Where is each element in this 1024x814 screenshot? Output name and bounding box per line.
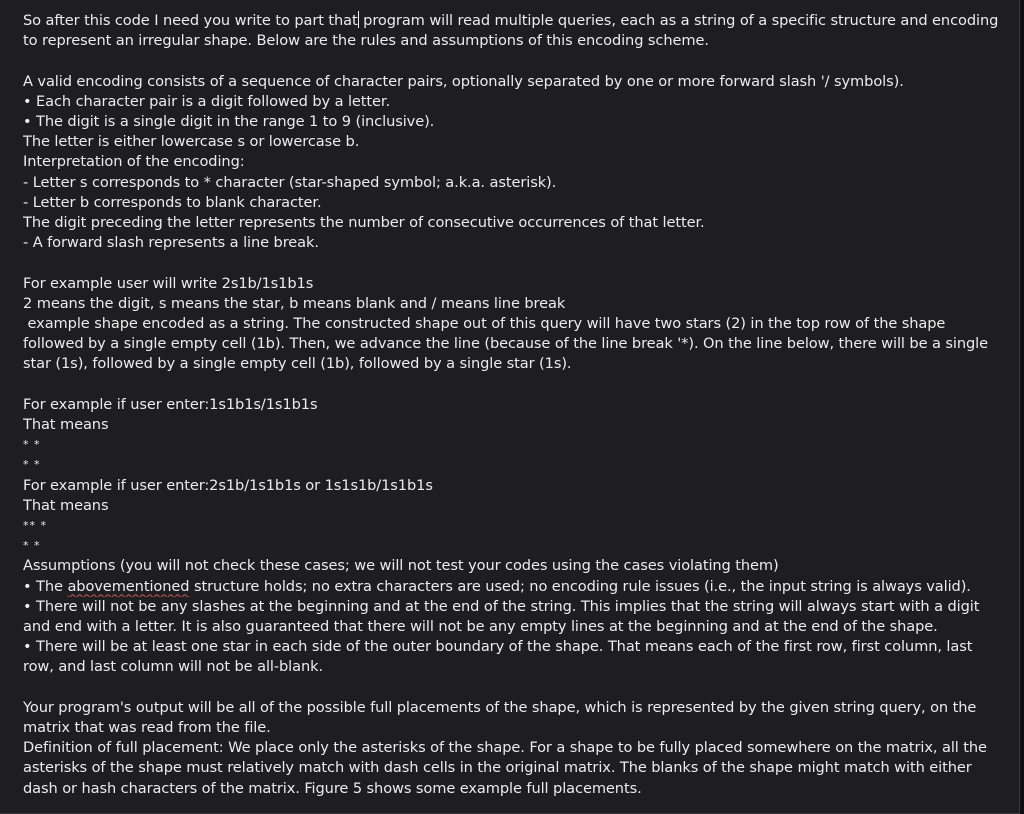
blank-line [23,678,1009,698]
text-line: row, and last column will not be all-blank. [23,658,324,676]
shape-row: * * [23,458,41,472]
text-segment: structure holds; no extra characters are used; no encoding rule issues (i.e., the input string is always valid). [189,577,971,595]
text-line: For example if user enter:2s1b/1s1b1s or 1s1s1b/1s1b1s [23,476,433,494]
text-line: - Letter b corresponds to blank character. [23,193,322,211]
text-line: star (1s), followed by a single empty cell (1b), followed by a single star (1s). [23,355,572,373]
bullet-line: • Each character pair is a digit followed by a letter. [23,92,391,110]
bullet-line: • There will be at least one star in each side of the outer boundary of the shape. That means each of the first row, first column, last [23,638,973,656]
text-line: For example user will write 2s1b/1s1b1s [23,274,314,292]
misspelled-word[interactable]: abovementioned [67,577,190,595]
bullet-line: • The digit is a single digit in the range 1 to 9 (inclusive). [23,113,435,130]
text-line [23,11,1009,31]
text-line: dash or hash characters of the matrix. Figure 5 shows some example full placements. [23,779,642,797]
text-segment: program will read multiple queries, each as a string of a specific structure and encoding [358,12,999,29]
text-line: Assumptions (you will not check these cases; we will not test your codes using the cases violating them) [23,557,779,575]
shape-row: ** * [23,519,47,533]
text-line: The letter is either lowercase s or lowercase b. [23,133,360,151]
text-line: Definition of full placement: We place only the asterisks of the shape. For a shape to be fully placed somewhere on the matrix, all the [23,739,987,757]
text-line: - A forward slash represents a line break. [23,234,319,252]
text-line: and end with a letter. It is also guaranteed that there will not be any empty lines at the beginning and at the end of the shape. [23,618,938,636]
text-line: 2 means the digit, s means the star, b means blank and / means line break [23,294,566,312]
text-line: Interpretation of the encoding: [23,153,245,171]
text-line: asterisks of the shape must relatively match with dash cells in the original matrix. The blanks of the shape might match with either [23,759,972,777]
blank-line [23,375,1009,395]
text-line: The digit preceding the letter represents the number of consecutive occurrences of that letter. [23,214,705,232]
blank-line [23,253,1009,273]
bullet-line: • There will not be any slashes at the beginning and at the end of the string. This implies that the string will always start with a digit [23,597,980,615]
text-line: A valid encoding consists of a sequence of character pairs, optionally separated by one or more forward slash '/ symbols). [23,72,904,90]
text-line: For example if user enter:1s1b1s/1s1b1s [23,395,318,413]
shape-row: * * [23,438,41,452]
text-line: That means [23,496,109,514]
text-line: That means [23,416,109,434]
text-line: - Letter s corresponds to * character (star-shaped symbol; a.k.a. asterisk). [23,173,557,191]
text-line: followed by a single empty cell (1b). Then, we advance the line (because of the line break '*). On the line below, there will be a single [23,335,988,353]
shape-row: * * [23,539,41,553]
blank-line [23,51,1009,71]
text-line: example shape encoded as a string. The constructed shape out of this query will have two stars (2) in the top row of the shape [23,315,946,333]
text-line: Your program's output will be all of the possible full placements of the shape, which is represented by the given string query, on the [23,698,977,716]
window-edge [1020,0,1024,814]
text-line: matrix that was read from the file. [23,719,271,737]
text-line: to represent an irregular shape. Below are the rules and assumptions of this encoding scheme. [23,32,709,50]
text-segment: So after this code I need you write to part that [23,12,358,29]
text-segment: • The [23,577,68,595]
bullet-line [23,577,1009,597]
